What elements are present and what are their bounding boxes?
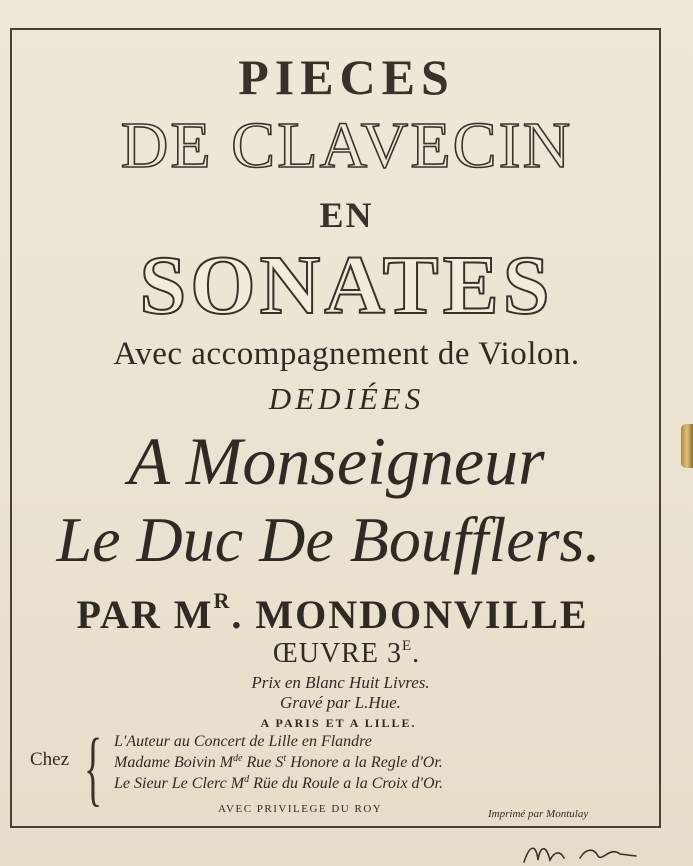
composer-name: MONDONVILLE — [255, 592, 589, 637]
title-sonates: SONATES — [139, 239, 554, 332]
seller-2-part-a: Madame Boivin M — [114, 754, 234, 771]
opus-line: ŒUVRE $3^E$. — [272, 638, 421, 669]
composer-line: PAR $M^R$. MONDONVILLE — [76, 588, 589, 637]
seller-2-sup-b: t — [283, 753, 287, 764]
cities-line: A PARIS ET A LILLE. — [260, 716, 417, 730]
opus-sup: E — [401, 638, 413, 654]
title-en: EN — [319, 195, 374, 235]
engraver-line: Gravé par L.Hue. — [280, 693, 401, 712]
price-line: Prix en Blanc Huit Livres. — [251, 673, 430, 692]
composer-prefix: PAR M — [76, 592, 214, 637]
privilege-line: AVEC PRIVILEGE DU ROY — [218, 803, 383, 815]
dedicatee-line-2: Le Duc De Boufflers. — [56, 504, 601, 575]
dedication-label: DEDIÉES — [268, 381, 425, 416]
seller-line-2 — [114, 753, 443, 772]
seller-line-3 — [114, 774, 443, 793]
seller-2-sup-a: de — [233, 753, 243, 764]
seller-2-part-b: Rue S — [242, 754, 284, 771]
chez-label: Chez — [30, 749, 70, 770]
seller-2-part-c: Honore a la Regle d'Or. — [286, 754, 443, 771]
handwritten-signature — [520, 838, 640, 866]
seller-3-part-a: Le Sieur Le Clerc M — [114, 775, 245, 792]
subtitle-accompaniment: Avec accompagnement de Violon. — [113, 336, 580, 372]
opus-main: ŒUVRE 3 — [272, 638, 402, 669]
brace-glyph: { — [84, 722, 103, 815]
dedicatee-line-1: A Monseigneur — [128, 423, 545, 499]
imprint-line: Imprimé par Montulay — [488, 808, 589, 820]
title-de-clavecin: DE CLAVECIN — [120, 109, 573, 182]
seller-3-sup: d — [244, 774, 250, 785]
composer-prefix-sup: R — [213, 588, 232, 613]
seller-line-1: L'Auteur au Concert de Lille en Flandre — [114, 733, 372, 750]
title-pieces: PIECES — [238, 49, 455, 105]
seller-3-part-b: Rüe du Roule a la Croix d'Or. — [249, 775, 443, 792]
